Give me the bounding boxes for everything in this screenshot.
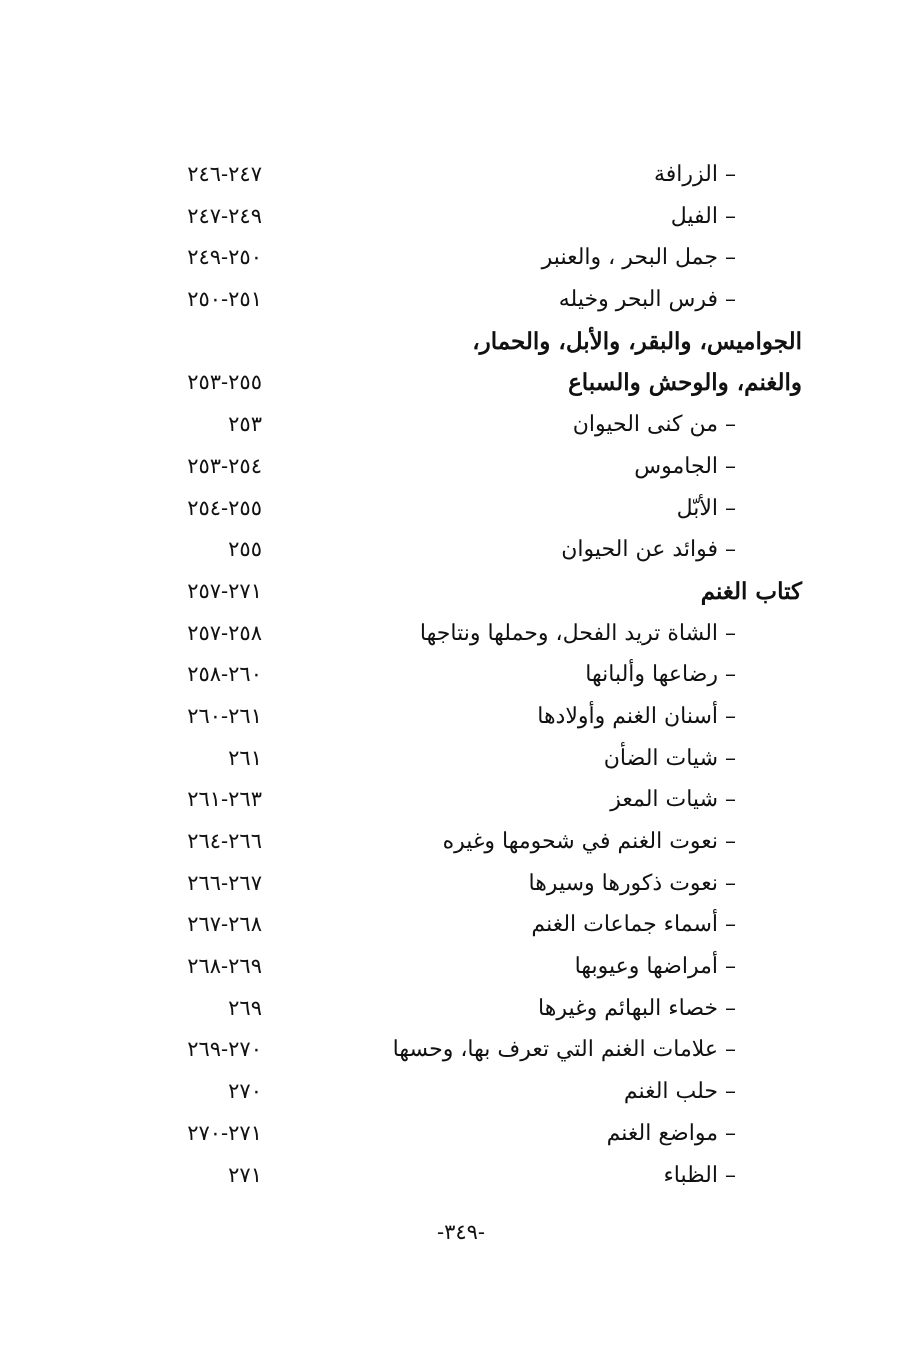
entry-pages: ٢٤٧-٢٤٦ [187,162,262,186]
entry-pages: ٢٥٨-٢٥٧ [187,620,262,645]
entry-title: – الشاة تريد الفحل، وحملها ونتاجها [419,620,736,646]
entry-pages: ٢٦٩-٢٦٨ [187,954,262,979]
entry-pages: ٢٦٧-٢٦٦ [187,870,262,895]
toc-entry [0,446,922,488]
toc-entry [0,779,922,821]
entry-title: – الفيل [670,203,736,229]
toc-entry [0,696,922,738]
entry-title: والغنم، والوحش والسباع [568,369,802,397]
page-number: -٣٤٩- [436,1220,486,1244]
toc-heading [0,571,922,613]
entry-pages: ٢٥٥-٢٥٤ [187,495,262,520]
entry-title: – أسنان الغنم وأولادها [537,703,736,729]
entry-pages: ٢٧٠ [228,1079,262,1104]
entry-title: – خصاء البهائم وغيرها [538,995,736,1021]
entry-pages: ٢٧١-٢٥٧ [187,578,262,603]
toc-entry [0,237,922,279]
toc-entry [0,988,922,1030]
entry-title: – حلب الغنم [623,1079,736,1105]
toc-entry [0,654,922,696]
entry-pages: ٢٦٣-٢٦١ [187,787,262,812]
entry-title: كتاب الغنم [700,577,802,605]
toc-entry [0,613,922,655]
entry-pages: ٢٥١-٢٥٠ [187,287,262,312]
toc-entry [0,821,922,863]
entry-pages: ٢٥٥ [228,537,262,562]
entry-title: – رضاعها وألبانها [585,662,736,688]
entry-pages: ٢٦١ [228,745,262,770]
toc-entry [0,529,922,571]
entry-pages: ٢٤٩-٢٤٧ [187,203,262,228]
entry-title: – علامات الغنم التي تعرف بها، وحسها [392,1037,736,1063]
entry-pages: ٢٥٥-٢٥٣ [187,370,262,395]
toc-entry [0,1155,922,1197]
entry-pages: ٢٦٦-٢٦٤ [187,829,262,853]
entry-title: – فوائد عن الحيوان [561,537,736,563]
entry-title: – الأبّل [676,495,736,521]
toc-entry [0,1113,922,1155]
toc-entry [0,404,922,446]
entry-pages: ٢٦٩ [228,995,262,1020]
entry-pages: ٢٦٨-٢٦٧ [187,912,262,937]
entry-title: – أسماء جماعات الغنم [531,912,736,938]
table-of-contents [0,154,922,1196]
entry-title: – شيات الضأن [603,745,736,771]
entry-title: الجواميس، والبقر، والأبل، والحمار، [472,327,802,355]
toc-entry [0,154,922,196]
toc-entry [0,738,922,780]
entry-pages: ٢٧١-٢٧٠ [187,1120,262,1145]
entry-title: – الظباء [663,1162,736,1188]
entry-pages: ٢٦٠-٢٥٨ [187,662,262,687]
entry-title: – أمراضها وعيوبها [574,954,736,980]
entry-title: – نعوت ذكورها وسيرها [528,870,736,896]
entry-title: – جمل البحر ، والعنبر [541,245,736,271]
toc-entry [0,863,922,905]
toc-entry [0,488,922,530]
entry-title: – من كنى الحيوان [572,412,736,438]
entry-title: – شيات المعز [610,787,736,813]
entry-pages: ٢٥٤-٢٥٣ [187,453,262,478]
toc-heading [0,362,922,404]
entry-title: – الزرافة [654,162,736,187]
entry-pages: ٢٧١ [228,1162,262,1187]
entry-title: – نعوت الغنم في شحومها وغيره [442,829,736,854]
toc-entry [0,1071,922,1113]
toc-entry [0,946,922,988]
toc-entry [0,1029,922,1071]
entry-title: – فرس البحر وخيله [558,287,736,313]
toc-entry [0,196,922,238]
toc-heading [0,321,922,363]
entry-pages: ٢٥٠-٢٤٩ [187,245,262,270]
entry-title: – مواضع الغنم [606,1120,736,1146]
entry-pages: ٢٥٣ [228,412,262,437]
toc-entry [0,904,922,946]
entry-pages: ٢٦١-٢٦٠ [187,703,262,728]
toc-entry [0,279,922,321]
entry-pages: ٢٧٠-٢٦٩ [187,1037,262,1062]
entry-title: – الجاموس [634,453,736,479]
